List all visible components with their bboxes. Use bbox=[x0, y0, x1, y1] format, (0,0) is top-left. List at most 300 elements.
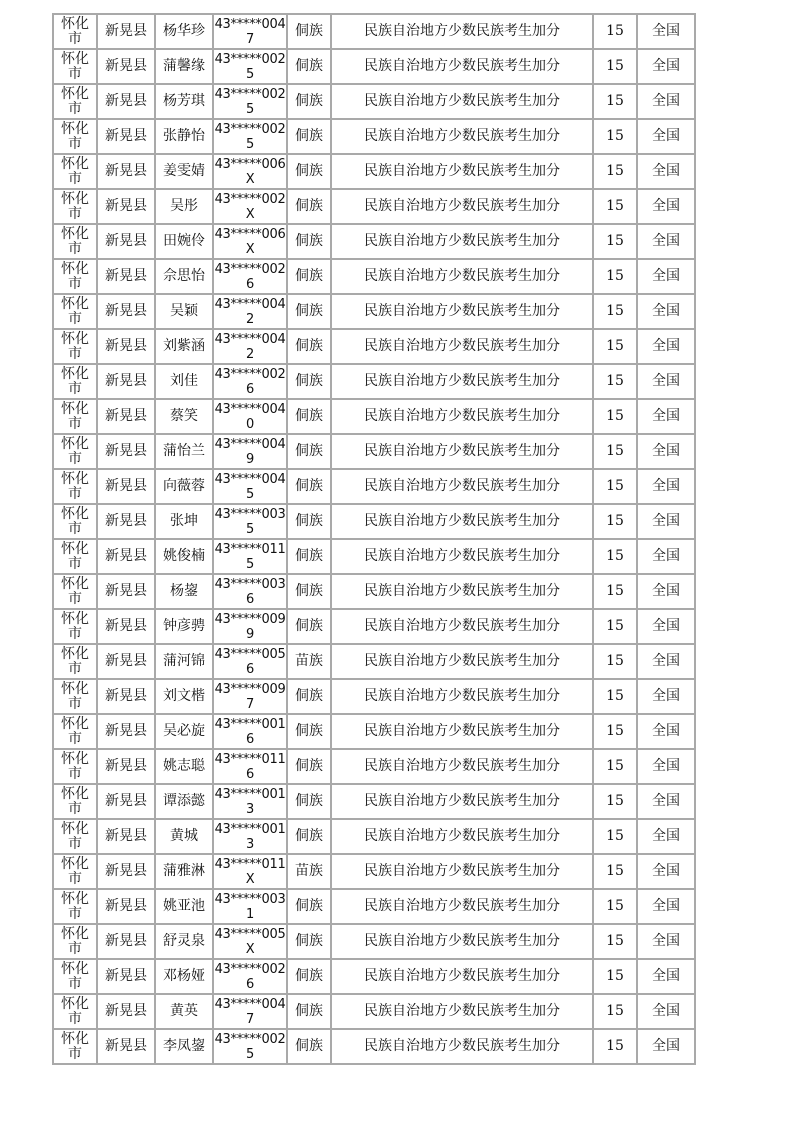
bonus-item-cell: 民族自治地方少数民族考生加分 bbox=[332, 85, 594, 120]
bonus-score-cell: 15 bbox=[594, 85, 638, 120]
city-cell bbox=[54, 575, 98, 610]
id-number-cell bbox=[214, 85, 288, 120]
bonus-score-cell: 15 bbox=[594, 435, 638, 470]
city-cell bbox=[54, 820, 98, 855]
county-cell: 新晃县 bbox=[98, 785, 156, 820]
table-row bbox=[54, 610, 694, 645]
scope-cell: 全国 bbox=[638, 540, 694, 575]
id-number-text: 43*****0025 bbox=[214, 51, 286, 82]
student-name-cell: 黄城 bbox=[156, 820, 214, 855]
county-cell: 新晃县 bbox=[98, 85, 156, 120]
table-row bbox=[54, 1030, 694, 1063]
city-cell bbox=[54, 680, 98, 715]
city-cell bbox=[54, 295, 98, 330]
table-row bbox=[54, 890, 694, 925]
county-cell: 新晃县 bbox=[98, 435, 156, 470]
county-cell: 新晃县 bbox=[98, 925, 156, 960]
county-cell: 新晃县 bbox=[98, 365, 156, 400]
bonus-score-cell: 15 bbox=[594, 225, 638, 260]
student-name-cell: 蔡笑 bbox=[156, 400, 214, 435]
city-cell bbox=[54, 750, 98, 785]
ethnicity-cell: 侗族 bbox=[288, 260, 332, 295]
city-text: 怀化市 bbox=[61, 470, 89, 502]
bonus-score-cell: 15 bbox=[594, 190, 638, 225]
city-cell bbox=[54, 645, 98, 680]
ethnicity-cell: 侗族 bbox=[288, 85, 332, 120]
city-cell bbox=[54, 1030, 98, 1063]
table-row bbox=[54, 50, 694, 85]
city-cell bbox=[54, 995, 98, 1030]
id-number-text: 43*****0116 bbox=[214, 751, 286, 782]
county-cell: 新晃县 bbox=[98, 715, 156, 750]
bonus-item-cell: 民族自治地方少数民族考生加分 bbox=[332, 540, 594, 575]
id-number-text: 43*****006X bbox=[214, 156, 286, 187]
table-row bbox=[54, 680, 694, 715]
bonus-item-cell: 民族自治地方少数民族考生加分 bbox=[332, 295, 594, 330]
city-cell bbox=[54, 435, 98, 470]
id-number-text: 43*****0025 bbox=[214, 121, 286, 152]
scope-cell: 全国 bbox=[638, 610, 694, 645]
id-number-cell bbox=[214, 1030, 288, 1063]
scope-cell: 全国 bbox=[638, 680, 694, 715]
id-number-text: 43*****0045 bbox=[214, 471, 286, 502]
student-name-cell: 张坤 bbox=[156, 505, 214, 540]
bonus-score-cell: 15 bbox=[594, 925, 638, 960]
county-cell: 新晃县 bbox=[98, 1030, 156, 1063]
ethnicity-cell: 侗族 bbox=[288, 680, 332, 715]
city-text: 怀化市 bbox=[61, 50, 89, 82]
bonus-score-cell: 15 bbox=[594, 15, 638, 50]
bonus-item-cell: 民族自治地方少数民族考生加分 bbox=[332, 330, 594, 365]
scope-cell: 全国 bbox=[638, 820, 694, 855]
county-cell: 新晃县 bbox=[98, 645, 156, 680]
table-row bbox=[54, 120, 694, 155]
table-row bbox=[54, 225, 694, 260]
city-text: 怀化市 bbox=[61, 890, 89, 922]
bonus-item-cell: 民族自治地方少数民族考生加分 bbox=[332, 960, 594, 995]
id-number-text: 43*****0047 bbox=[214, 16, 286, 47]
ethnicity-cell: 侗族 bbox=[288, 1030, 332, 1063]
ethnicity-cell: 侗族 bbox=[288, 540, 332, 575]
ethnicity-cell: 侗族 bbox=[288, 960, 332, 995]
ethnicity-cell: 侗族 bbox=[288, 575, 332, 610]
ethnicity-cell: 侗族 bbox=[288, 120, 332, 155]
scope-cell: 全国 bbox=[638, 890, 694, 925]
city-text: 怀化市 bbox=[61, 435, 89, 467]
table-row bbox=[54, 295, 694, 330]
scope-cell: 全国 bbox=[638, 960, 694, 995]
scope-cell: 全国 bbox=[638, 715, 694, 750]
scope-cell: 全国 bbox=[638, 120, 694, 155]
bonus-score-cell: 15 bbox=[594, 330, 638, 365]
city-text: 怀化市 bbox=[61, 260, 89, 292]
scope-cell: 全国 bbox=[638, 155, 694, 190]
ethnicity-cell: 侗族 bbox=[288, 435, 332, 470]
bonus-score-cell: 15 bbox=[594, 120, 638, 155]
county-cell: 新晃县 bbox=[98, 470, 156, 505]
id-number-text: 43*****0013 bbox=[214, 821, 286, 852]
bonus-score-cell: 15 bbox=[594, 295, 638, 330]
bonus-item-cell: 民族自治地方少数民族考生加分 bbox=[332, 785, 594, 820]
scope-cell: 全国 bbox=[638, 330, 694, 365]
table-row bbox=[54, 575, 694, 610]
id-number-cell bbox=[214, 505, 288, 540]
scope-cell: 全国 bbox=[638, 85, 694, 120]
ethnicity-cell: 侗族 bbox=[288, 365, 332, 400]
scope-cell: 全国 bbox=[638, 365, 694, 400]
ethnicity-cell: 侗族 bbox=[288, 925, 332, 960]
student-name-cell: 舒灵泉 bbox=[156, 925, 214, 960]
id-number-text: 43*****0115 bbox=[214, 541, 286, 572]
scope-cell: 全国 bbox=[638, 15, 694, 50]
ethnicity-cell: 侗族 bbox=[288, 470, 332, 505]
id-number-text: 43*****0097 bbox=[214, 681, 286, 712]
ethnicity-cell: 侗族 bbox=[288, 295, 332, 330]
student-name-cell: 杨华珍 bbox=[156, 15, 214, 50]
scope-cell: 全国 bbox=[638, 645, 694, 680]
id-number-text: 43*****0056 bbox=[214, 646, 286, 677]
id-number-text: 43*****0026 bbox=[214, 961, 286, 992]
ethnicity-cell: 侗族 bbox=[288, 610, 332, 645]
student-name-cell: 姚志聪 bbox=[156, 750, 214, 785]
student-name-cell: 杨芳琪 bbox=[156, 85, 214, 120]
city-cell bbox=[54, 505, 98, 540]
county-cell: 新晃县 bbox=[98, 575, 156, 610]
id-number-cell bbox=[214, 470, 288, 505]
bonus-score-cell: 15 bbox=[594, 610, 638, 645]
city-text: 怀化市 bbox=[61, 330, 89, 362]
id-number-cell bbox=[214, 15, 288, 50]
id-number-cell bbox=[214, 190, 288, 225]
city-text: 怀化市 bbox=[61, 400, 89, 432]
student-name-cell: 蒲河锦 bbox=[156, 645, 214, 680]
scope-cell: 全国 bbox=[638, 575, 694, 610]
table-row bbox=[54, 85, 694, 120]
city-cell bbox=[54, 960, 98, 995]
bonus-item-cell: 民族自治地方少数民族考生加分 bbox=[332, 645, 594, 680]
bonus-item-cell: 民族自治地方少数民族考生加分 bbox=[332, 365, 594, 400]
id-number-cell bbox=[214, 260, 288, 295]
city-text: 怀化市 bbox=[61, 995, 89, 1027]
student-name-cell: 刘紫涵 bbox=[156, 330, 214, 365]
bonus-item-cell: 民族自治地方少数民族考生加分 bbox=[332, 995, 594, 1030]
table-row bbox=[54, 540, 694, 575]
city-cell bbox=[54, 50, 98, 85]
scope-cell: 全国 bbox=[638, 750, 694, 785]
city-cell bbox=[54, 225, 98, 260]
id-number-text: 43*****0042 bbox=[214, 296, 286, 327]
id-number-cell bbox=[214, 785, 288, 820]
bonus-score-cell: 15 bbox=[594, 820, 638, 855]
id-number-cell bbox=[214, 575, 288, 610]
bonus-score-cell: 15 bbox=[594, 470, 638, 505]
bonus-item-cell: 民族自治地方少数民族考生加分 bbox=[332, 890, 594, 925]
county-cell: 新晃县 bbox=[98, 610, 156, 645]
table-row bbox=[54, 855, 694, 890]
county-cell: 新晃县 bbox=[98, 855, 156, 890]
id-number-text: 43*****0016 bbox=[214, 716, 286, 747]
bonus-item-cell: 民族自治地方少数民族考生加分 bbox=[332, 225, 594, 260]
scope-cell: 全国 bbox=[638, 470, 694, 505]
county-cell: 新晃县 bbox=[98, 750, 156, 785]
city-cell bbox=[54, 155, 98, 190]
id-number-cell bbox=[214, 435, 288, 470]
bonus-score-cell: 15 bbox=[594, 680, 638, 715]
bonus-item-cell: 民族自治地方少数民族考生加分 bbox=[332, 855, 594, 890]
bonus-score-cell: 15 bbox=[594, 960, 638, 995]
ethnicity-cell: 侗族 bbox=[288, 715, 332, 750]
city-cell bbox=[54, 15, 98, 50]
county-cell: 新晃县 bbox=[98, 960, 156, 995]
county-cell: 新晃县 bbox=[98, 295, 156, 330]
table-row bbox=[54, 470, 694, 505]
city-cell bbox=[54, 260, 98, 295]
bonus-score-cell: 15 bbox=[594, 260, 638, 295]
student-name-cell: 田婉伶 bbox=[156, 225, 214, 260]
table-row bbox=[54, 715, 694, 750]
table-row bbox=[54, 960, 694, 995]
student-name-cell: 刘佳 bbox=[156, 365, 214, 400]
id-number-cell bbox=[214, 540, 288, 575]
scope-cell: 全国 bbox=[638, 400, 694, 435]
table-row bbox=[54, 155, 694, 190]
bonus-item-cell: 民族自治地方少数民族考生加分 bbox=[332, 190, 594, 225]
id-number-text: 43*****0099 bbox=[214, 611, 286, 642]
city-cell bbox=[54, 400, 98, 435]
bonus-item-cell: 民族自治地方少数民族考生加分 bbox=[332, 400, 594, 435]
county-cell: 新晃县 bbox=[98, 50, 156, 85]
bonus-score-cell: 15 bbox=[594, 715, 638, 750]
table-row bbox=[54, 190, 694, 225]
id-number-text: 43*****005X bbox=[214, 926, 286, 957]
student-name-cell: 吴必旋 bbox=[156, 715, 214, 750]
bonus-item-cell: 民族自治地方少数民族考生加分 bbox=[332, 1030, 594, 1063]
bonus-item-cell: 民族自治地方少数民族考生加分 bbox=[332, 155, 594, 190]
county-cell: 新晃县 bbox=[98, 225, 156, 260]
id-number-cell bbox=[214, 330, 288, 365]
id-number-cell bbox=[214, 820, 288, 855]
ethnicity-cell: 侗族 bbox=[288, 190, 332, 225]
ethnicity-cell: 侗族 bbox=[288, 890, 332, 925]
student-name-cell: 谭添懿 bbox=[156, 785, 214, 820]
city-text: 怀化市 bbox=[61, 190, 89, 222]
id-number-cell bbox=[214, 50, 288, 85]
id-number-text: 43*****0031 bbox=[214, 891, 286, 922]
table-row bbox=[54, 400, 694, 435]
scope-cell: 全国 bbox=[638, 855, 694, 890]
city-text: 怀化市 bbox=[61, 1030, 89, 1062]
bonus-score-cell: 15 bbox=[594, 995, 638, 1030]
bonus-item-cell: 民族自治地方少数民族考生加分 bbox=[332, 750, 594, 785]
city-text: 怀化市 bbox=[61, 645, 89, 677]
ethnicity-cell: 侗族 bbox=[288, 330, 332, 365]
county-cell: 新晃县 bbox=[98, 120, 156, 155]
table-body bbox=[54, 15, 694, 1063]
table-row bbox=[54, 925, 694, 960]
city-text: 怀化市 bbox=[61, 680, 89, 712]
county-cell: 新晃县 bbox=[98, 820, 156, 855]
city-text: 怀化市 bbox=[61, 15, 89, 47]
bonus-item-cell: 民族自治地方少数民族考生加分 bbox=[332, 470, 594, 505]
id-number-cell bbox=[214, 610, 288, 645]
city-text: 怀化市 bbox=[61, 610, 89, 642]
bonus-item-cell: 民族自治地方少数民族考生加分 bbox=[332, 120, 594, 155]
ethnicity-cell: 侗族 bbox=[288, 15, 332, 50]
table-row bbox=[54, 645, 694, 680]
bonus-score-cell: 15 bbox=[594, 400, 638, 435]
county-cell: 新晃县 bbox=[98, 190, 156, 225]
city-cell bbox=[54, 785, 98, 820]
scope-cell: 全国 bbox=[638, 190, 694, 225]
id-number-cell bbox=[214, 645, 288, 680]
ethnicity-cell: 侗族 bbox=[288, 505, 332, 540]
bonus-item-cell: 民族自治地方少数民族考生加分 bbox=[332, 435, 594, 470]
county-cell: 新晃县 bbox=[98, 680, 156, 715]
table-row bbox=[54, 435, 694, 470]
scope-cell: 全国 bbox=[638, 260, 694, 295]
student-name-cell: 蒲雅淋 bbox=[156, 855, 214, 890]
bonus-item-cell: 民族自治地方少数民族考生加分 bbox=[332, 50, 594, 85]
id-number-text: 43*****0049 bbox=[214, 436, 286, 467]
city-text: 怀化市 bbox=[61, 785, 89, 817]
ethnicity-cell: 侗族 bbox=[288, 50, 332, 85]
scope-cell: 全国 bbox=[638, 925, 694, 960]
bonus-item-cell: 民族自治地方少数民族考生加分 bbox=[332, 505, 594, 540]
bonus-item-cell: 民族自治地方少数民族考生加分 bbox=[332, 680, 594, 715]
student-name-cell: 姚亚池 bbox=[156, 890, 214, 925]
student-name-cell: 蒲馨缘 bbox=[156, 50, 214, 85]
id-number-cell bbox=[214, 365, 288, 400]
bonus-item-cell: 民族自治地方少数民族考生加分 bbox=[332, 925, 594, 960]
bonus-item-cell: 民族自治地方少数民族考生加分 bbox=[332, 260, 594, 295]
id-number-cell bbox=[214, 715, 288, 750]
id-number-text: 43*****0026 bbox=[214, 366, 286, 397]
student-name-cell: 蒲怡兰 bbox=[156, 435, 214, 470]
county-cell: 新晃县 bbox=[98, 890, 156, 925]
bonus-score-cell: 15 bbox=[594, 1030, 638, 1063]
city-cell bbox=[54, 925, 98, 960]
id-number-cell bbox=[214, 120, 288, 155]
city-cell bbox=[54, 85, 98, 120]
id-number-text: 43*****0025 bbox=[214, 86, 286, 117]
student-name-cell: 姜雯婧 bbox=[156, 155, 214, 190]
scope-cell: 全国 bbox=[638, 50, 694, 85]
id-number-text: 43*****0035 bbox=[214, 506, 286, 537]
bonus-score-cell: 15 bbox=[594, 890, 638, 925]
city-text: 怀化市 bbox=[61, 155, 89, 187]
table-row bbox=[54, 995, 694, 1030]
id-number-text: 43*****011X bbox=[214, 856, 286, 887]
city-text: 怀化市 bbox=[61, 225, 89, 257]
bonus-item-cell: 民族自治地方少数民族考生加分 bbox=[332, 15, 594, 50]
table-row bbox=[54, 820, 694, 855]
table-row bbox=[54, 785, 694, 820]
scope-cell: 全国 bbox=[638, 505, 694, 540]
city-text: 怀化市 bbox=[61, 505, 89, 537]
city-text: 怀化市 bbox=[61, 960, 89, 992]
ethnicity-cell: 苗族 bbox=[288, 645, 332, 680]
bonus-score-cell: 15 bbox=[594, 365, 638, 400]
bonus-score-cell: 15 bbox=[594, 575, 638, 610]
city-cell bbox=[54, 540, 98, 575]
id-number-text: 43*****0013 bbox=[214, 786, 286, 817]
student-name-cell: 钟彦骋 bbox=[156, 610, 214, 645]
scope-cell: 全国 bbox=[638, 785, 694, 820]
city-cell bbox=[54, 120, 98, 155]
id-number-cell bbox=[214, 295, 288, 330]
ethnicity-cell: 侗族 bbox=[288, 155, 332, 190]
id-number-text: 43*****0047 bbox=[214, 996, 286, 1027]
student-name-cell: 佘思怡 bbox=[156, 260, 214, 295]
student-name-cell: 吴颖 bbox=[156, 295, 214, 330]
id-number-cell bbox=[214, 750, 288, 785]
county-cell: 新晃县 bbox=[98, 330, 156, 365]
bonus-score-cell: 15 bbox=[594, 855, 638, 890]
city-text: 怀化市 bbox=[61, 715, 89, 747]
id-number-text: 43*****002X bbox=[214, 191, 286, 222]
table-row bbox=[54, 750, 694, 785]
table-row bbox=[54, 15, 694, 50]
city-text: 怀化市 bbox=[61, 85, 89, 117]
id-number-text: 43*****0036 bbox=[214, 576, 286, 607]
bonus-score-cell: 15 bbox=[594, 645, 638, 680]
student-name-cell: 杨鋆 bbox=[156, 575, 214, 610]
id-number-cell bbox=[214, 925, 288, 960]
id-number-cell bbox=[214, 155, 288, 190]
bonus-score-cell: 15 bbox=[594, 785, 638, 820]
student-name-cell: 吴彤 bbox=[156, 190, 214, 225]
bonus-item-cell: 民族自治地方少数民族考生加分 bbox=[332, 715, 594, 750]
city-cell bbox=[54, 190, 98, 225]
ethnicity-cell: 苗族 bbox=[288, 855, 332, 890]
bonus-item-cell: 民族自治地方少数民族考生加分 bbox=[332, 575, 594, 610]
city-text: 怀化市 bbox=[61, 575, 89, 607]
county-cell: 新晃县 bbox=[98, 540, 156, 575]
student-name-cell: 黄英 bbox=[156, 995, 214, 1030]
ethnicity-cell: 侗族 bbox=[288, 750, 332, 785]
city-text: 怀化市 bbox=[61, 365, 89, 397]
city-text: 怀化市 bbox=[61, 540, 89, 572]
id-number-cell bbox=[214, 400, 288, 435]
table-row bbox=[54, 365, 694, 400]
city-text: 怀化市 bbox=[61, 820, 89, 852]
bonus-score-cell: 15 bbox=[594, 750, 638, 785]
city-cell bbox=[54, 715, 98, 750]
city-cell bbox=[54, 855, 98, 890]
student-name-cell: 姚俊楠 bbox=[156, 540, 214, 575]
bonus-score-cell: 15 bbox=[594, 155, 638, 190]
bonus-item-cell: 民族自治地方少数民族考生加分 bbox=[332, 820, 594, 855]
bonus-score-cell: 15 bbox=[594, 505, 638, 540]
id-number-cell bbox=[214, 995, 288, 1030]
ethnicity-cell: 侗族 bbox=[288, 400, 332, 435]
student-name-cell: 李凤鋆 bbox=[156, 1030, 214, 1063]
bonus-score-cell: 15 bbox=[594, 540, 638, 575]
city-text: 怀化市 bbox=[61, 295, 89, 327]
city-cell bbox=[54, 610, 98, 645]
scope-cell: 全国 bbox=[638, 995, 694, 1030]
table-row bbox=[54, 505, 694, 540]
ethnicity-cell: 侗族 bbox=[288, 995, 332, 1030]
county-cell: 新晃县 bbox=[98, 15, 156, 50]
table-row bbox=[54, 330, 694, 365]
county-cell: 新晃县 bbox=[98, 260, 156, 295]
id-number-cell bbox=[214, 960, 288, 995]
ethnicity-cell: 侗族 bbox=[288, 820, 332, 855]
county-cell: 新晃县 bbox=[98, 155, 156, 190]
bonus-item-cell: 民族自治地方少数民族考生加分 bbox=[332, 610, 594, 645]
id-number-cell bbox=[214, 890, 288, 925]
